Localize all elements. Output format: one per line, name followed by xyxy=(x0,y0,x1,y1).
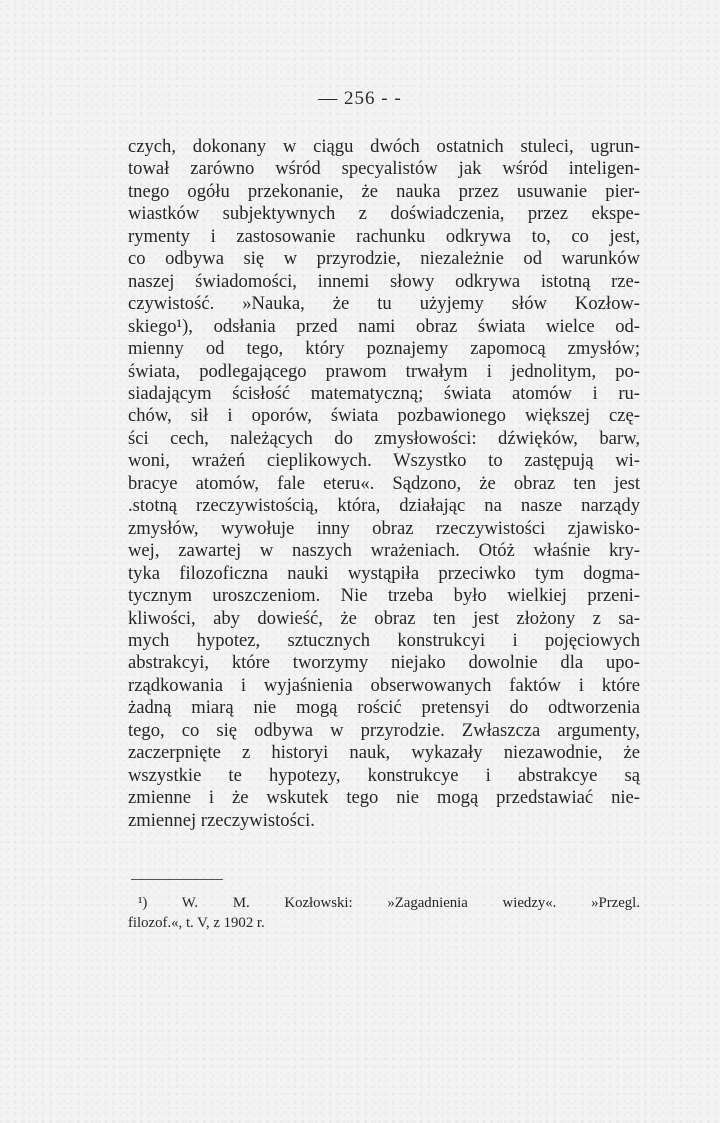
text-line: tował zarówno wśród specyalistów jak wśród inteligen- xyxy=(128,158,640,180)
text-line: świata, podlegającego prawom trwałym i jednolitym, po- xyxy=(128,360,640,382)
text-line: tnego ogółu przekonanie, że nauka przez usuwanie pier- xyxy=(128,180,640,202)
text-line: abstrakcyi, które tworzymy niejako dowolnie dla upo- xyxy=(128,652,640,674)
text-line-last: zmiennej rzeczywistości. xyxy=(128,809,315,831)
text-line: mych hypotez, sztucznych konstrukcyi i pojęciowych xyxy=(128,629,640,651)
text-line: wej, zawartej w naszych wrażeniach. Otóż właśnie kry- xyxy=(128,540,640,562)
text-line: czywistość. »Nauka, że tu użyjemy słów Kozłow- xyxy=(128,293,640,315)
text-line: rymenty i zastosowanie rachunku odkrywa to, co jest, xyxy=(128,225,640,247)
text-line: zaczerpnięte z historyi nauk, wykazały niezawodnie, że xyxy=(128,742,640,764)
footnote-line: filozof.«, t. V, z 1902 r. xyxy=(128,915,265,931)
text-line: skiego¹), odsłania przed nami obraz świata wielce od- xyxy=(128,315,640,337)
text-line: mienny od tego, który poznajemy zapomocą zmysłów; xyxy=(128,338,640,360)
text-line: woni, wrażeń cieplikowych. Wszystko to zastępują wi- xyxy=(128,450,640,472)
text-line: zmysłów, wywołuje inny obraz rzeczywistości zjawisko- xyxy=(128,517,640,539)
text-line: tyka filozoficzna nauki wystąpiła przeciwko tym dogma- xyxy=(128,562,640,584)
text-line: siadającym ścisłość matematyczną; świata atomów i ru- xyxy=(128,382,640,404)
text-line: czych, dokonany w ciągu dwóch ostatnich stuleci, ugrun- xyxy=(128,136,640,157)
text-line: .stotną rzeczywistością, która, działając na nasze narządy xyxy=(128,495,640,517)
text-line: zmienne i że wskutek tego nie mogą przedstawiać nie- xyxy=(128,787,640,809)
text-line: kliwości, aby dowieść, że obraz ten jest złożony z sa- xyxy=(128,607,640,629)
text-line: naszej świadomości, innemi słowy odkrywa istotną rze- xyxy=(128,270,640,292)
text-line: wszystkie te hypotezy, konstrukcye i abstrakcye są xyxy=(128,764,640,786)
text-line: żadną miarą nie mogą rościć pretensyi do odtworzenia xyxy=(128,697,640,719)
page-header xyxy=(0,88,720,110)
text-line: ści cech, należących do zmysłowości: dźwięków, barw, xyxy=(128,427,640,449)
text-line: chów, sił i oporów, świata pozbawionego większej czę- xyxy=(128,405,640,427)
text-line: bracye atomów, fale eteru«. Sądzono, że obraz ten jest xyxy=(128,472,640,494)
footnote-line: ¹) W. M. Kozłowski: »Zagadnienia wiedzy«. »Przegl. xyxy=(138,895,640,911)
page-number: — 256 - - xyxy=(318,88,402,109)
main-text xyxy=(128,136,640,832)
text-line: rządkowania i wyjaśnienia obserwowanych faktów i które xyxy=(128,674,640,696)
footnote-separator xyxy=(131,879,223,880)
text-line: tycznym uroszczeniom. Nie trzeba było wielkiej przeni- xyxy=(128,585,640,607)
text-line: wiastków subjektywnych z doświadczenia, przez ekspe- xyxy=(128,203,640,225)
footnote xyxy=(128,893,640,933)
text-line: tego, co się odbywa w przyrodzie. Zwłaszcza argumenty, xyxy=(128,719,640,741)
text-line: co odbywa się w przyrodzie, niezależnie od warunków xyxy=(128,248,640,270)
